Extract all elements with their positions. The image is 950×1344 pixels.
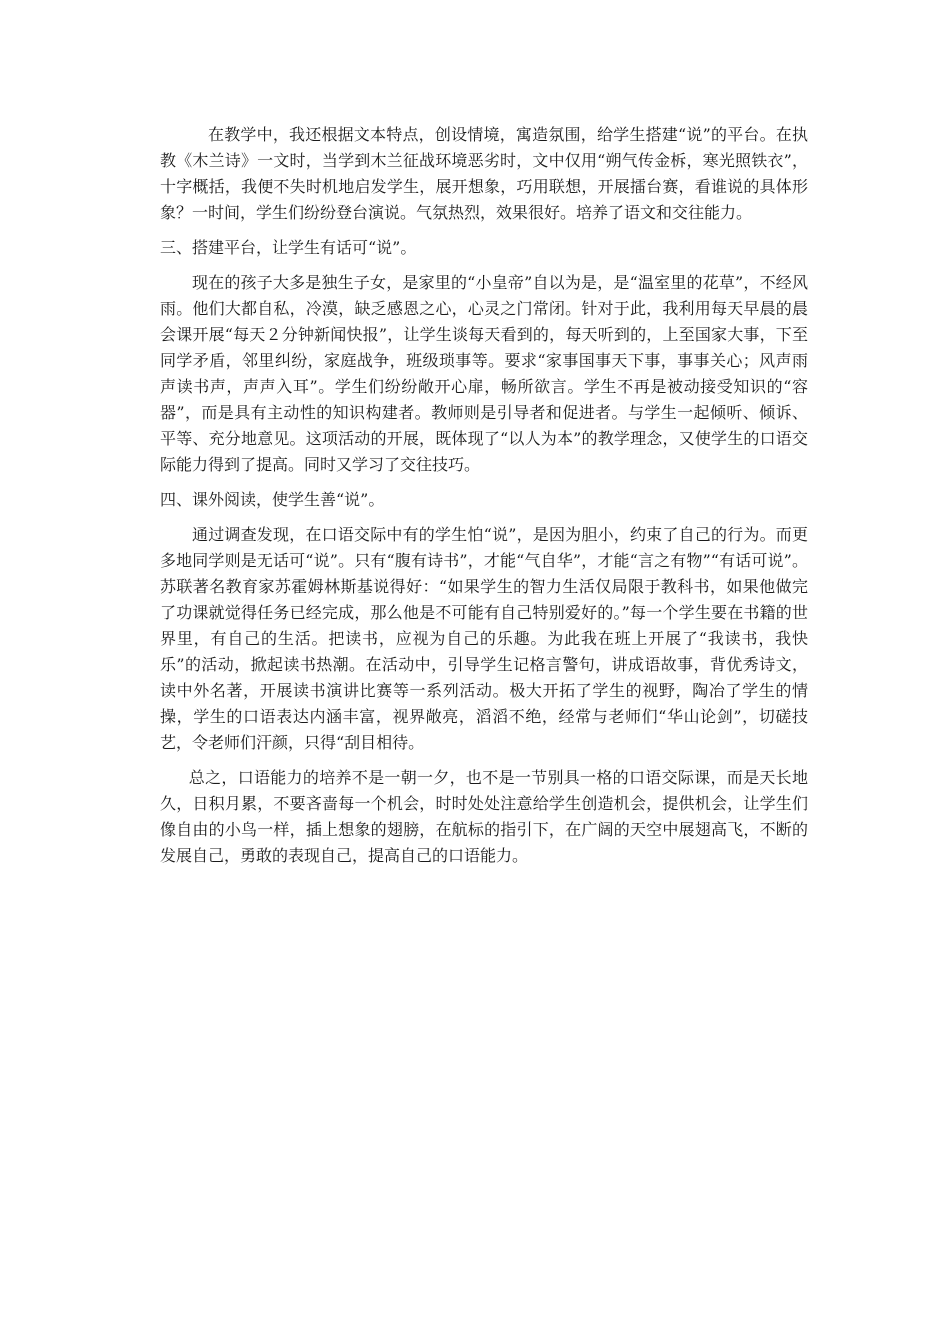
section-heading-four: 四、课外阅读，使学生善“说”。 — [160, 490, 385, 509]
section-heading-three: 三、搭建平台，让学生有话可“说”。 — [160, 238, 417, 257]
document-page — [160, 122, 808, 878]
paragraph-teaching-platform: 在教学中，我还根据文本特点，创设情境，寓造氛围，给学生搭建“说”的平台。在执教《木兰诗》一文时，当学到木兰征战环境恶劣时，文中仅用“朔气传金柝，寒光照铁衣”，十字概括，我便不失时机地启发学生，展开想象，巧用联想，开展擂台赛，看谁说的具体形象？一时间，学生们纷纷登台演说。气氛热烈，效果很好。培养了语文和交往能力。 — [160, 125, 808, 222]
paragraph-extracurricular-reading: 通过调查发现，在口语交际中有的学生怕“说”，是因为胆小，约束了自己的行为。而更多地同学则是无话可“说”。只有“腹有诗书”，才能“气自华”，才能“言之有物”“有话可说”。苏联著名教育家苏霍姆林斯基说得好：“如果学生的智力生活仅局限于教科书，如果他做完了功课就觉得任务已经完成，那么他是不可能有自己特别爱好的。”每一个学生要在书籍的世界里，有自己的生活。把读书，应视为自己的乐趣。为此我在班上开展了“我读书，我快乐”的活动，掀起读书热潮。在活动中，引导学生记格言警句，讲成语故事，背优秀诗文，读中外名著，开展读书演讲比赛等一系列活动。极大开拓了学生的视野，陶冶了学生的情操，学生的口语表达内涵丰富，视界敞亮，滔滔不绝，经常与老师们“华山论剑”，切磋技艺，令老师们汗颜，只得“刮目相待。 — [160, 525, 808, 752]
paragraph-conclusion: 总之，口语能力的培养不是一朝一夕，也不是一节别具一格的口语交际课，而是天长地久，日积月累，不要吝啬每一个机会，时时处处注意给学生创造机会，提供机会，让学生们像自由的小鸟一样，插上想象的翅膀，在航标的指引下，在广阔的天空中展翅高飞，不断的发展自己，勇敢的表现自己，提高自己的口语能力。 — [160, 768, 808, 865]
paragraph-morning-news: 现在的孩子大多是独生子女，是家里的“小皇帝”自以为是，是“温室里的花草”，不经风雨。他们大都自私，冷漠，缺乏感恩之心，心灵之门常闭。针对于此，我利用每天早晨的晨会课开展“每天２分钟新闻快报”，让学生谈每天看到的，每天听到的，上至国家大事，下至同学矛盾，邻里纠纷，家庭战争，班级琐事等。要求“家事国事天下事，事事关心；风声雨声读书声，声声入耳”。学生们纷纷敞开心扉，畅所欲言。学生不再是被动接受知识的“容器”，而是具有主动性的知识构建者。教师则是引导者和促进者。与学生一起倾听、倾诉、平等、充分地意见。这项活动的开展，既体现了“以人为本”的教学理念，又使学生的口语交际能力得到了提高。同时又学习了交往技巧。 — [160, 273, 808, 474]
